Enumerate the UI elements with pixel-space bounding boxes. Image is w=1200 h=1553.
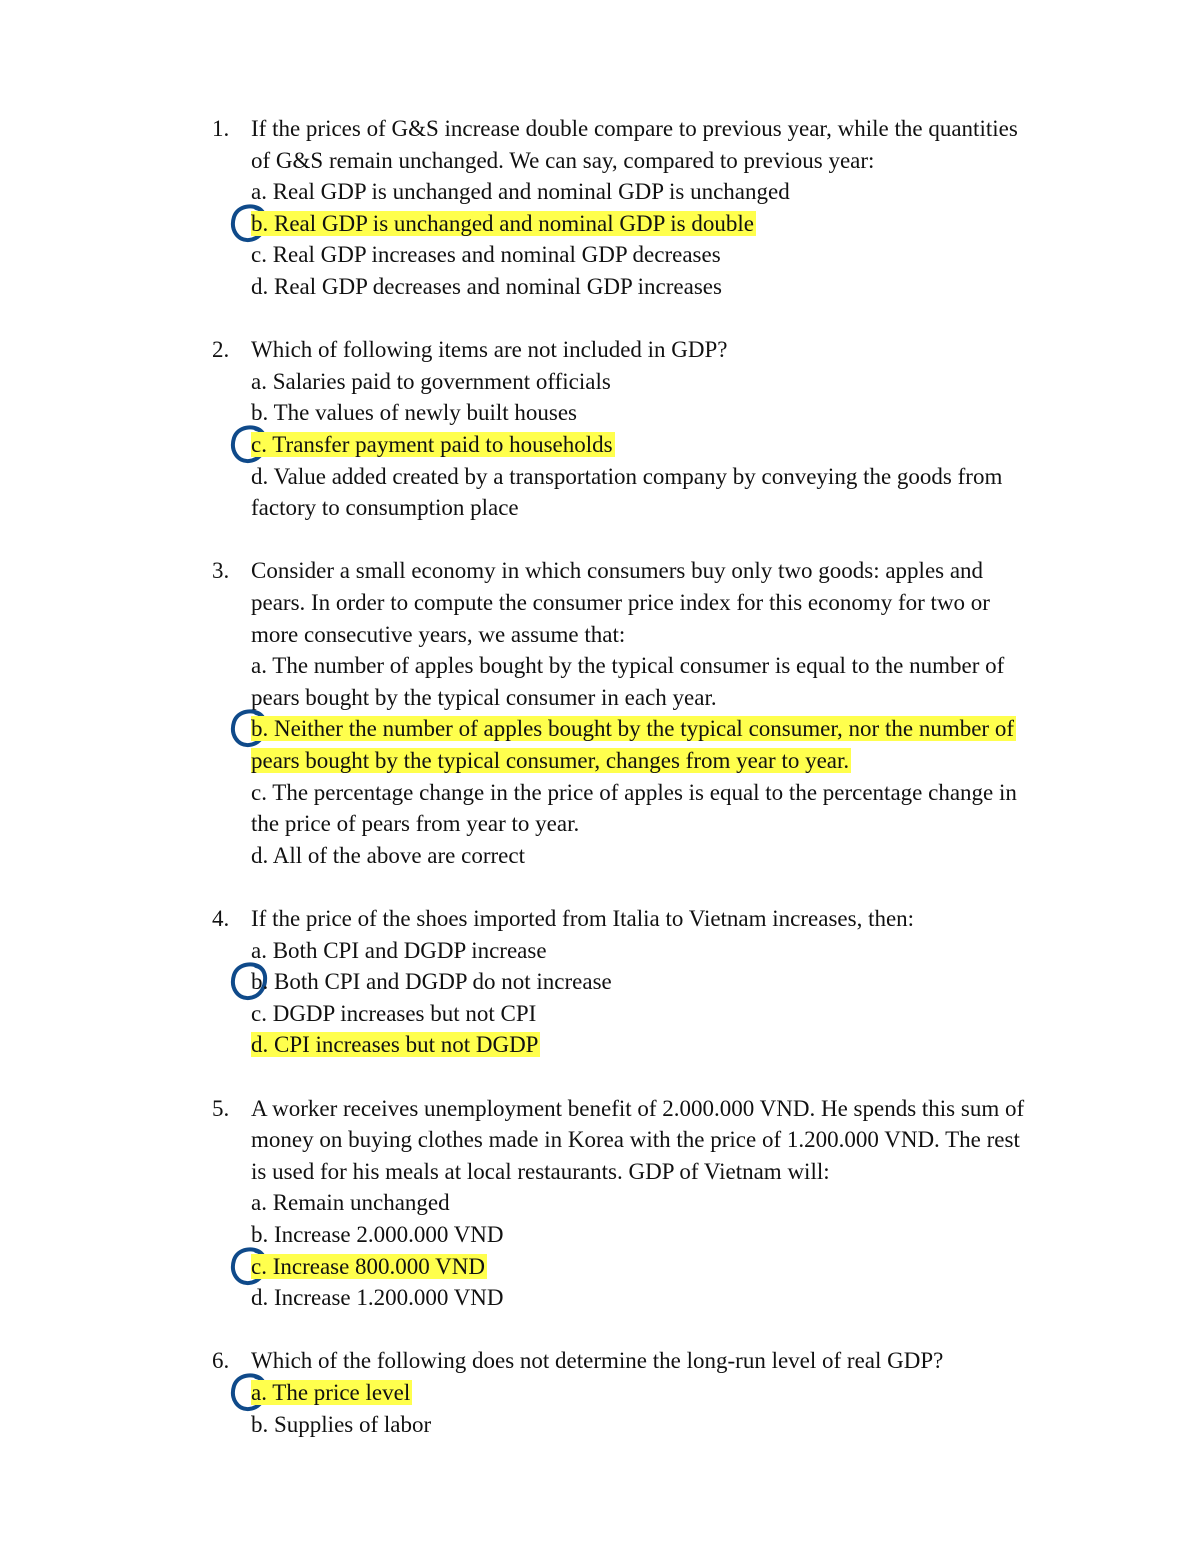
text-line: a. Remain unchanged — [251, 1190, 450, 1216]
text-line: money on buying clothes made in Korea with the price of 1.200.000 VND. The rest — [251, 1127, 1020, 1153]
text-line: A worker receives unemployment benefit of 2.000.000 VND. He spends this sum of — [251, 1095, 1025, 1121]
text-line: more consecutive years, we assume that: — [251, 621, 626, 647]
text-line: a. The number of apples bought by the typical consumer is equal to the number of — [251, 653, 1005, 679]
highlighted-answer-line — [251, 745, 851, 776]
highlighted-answer-line — [251, 429, 615, 460]
text-line: b. The values of newly built houses — [251, 400, 577, 426]
text-line: pears. In order to compute the consumer price index for this economy for two or — [251, 590, 990, 615]
question-number: 4. — [212, 906, 230, 931]
text-line: c. DGDP increases but not CPI — [251, 1000, 537, 1026]
highlight-mark: b. Real GDP is unchanged and nominal GDP is double — [251, 210, 754, 236]
question-number: 2. — [212, 337, 230, 363]
highlighted-answer-line — [251, 1029, 540, 1060]
highlighted-answer-line — [251, 1251, 487, 1282]
highlight-mark: c. Increase 800.000 VND — [251, 1253, 485, 1279]
text-line: If the price of the shoes imported from Italia to Vietnam increases, then: — [251, 906, 915, 931]
text-line: c. The percentage change in the price of apples is equal to the percentage change in — [251, 779, 1017, 805]
text-line: a. Salaries paid to government officials — [251, 368, 611, 394]
question-number: 6. — [212, 1348, 230, 1374]
text-line: factory to consumption place — [251, 495, 519, 521]
highlight-mark: b. Neither the number of apples bought by the typical consumer, nor the number of — [251, 716, 1014, 742]
text-line: d. All of the above are correct — [251, 842, 525, 868]
text-line: the price of pears from year to year. — [251, 811, 580, 837]
question-number: 1. — [212, 116, 230, 141]
question-number: 3. — [212, 558, 230, 584]
highlight-mark: pears bought by the typical consumer, changes from year to year. — [251, 748, 850, 773]
text-line: a. Real GDP is unchanged and nominal GDP is unchanged — [251, 179, 790, 205]
question-number: 5. — [212, 1095, 230, 1121]
text-line: pears bought by the typical consumer in each year. — [251, 684, 717, 710]
text-line: a. Both CPI and DGDP increase — [251, 937, 547, 963]
text-line: Which of the following does not determine the long-run level of real GDP? — [251, 1348, 944, 1374]
text-line: d. Real GDP decreases and nominal GDP increases — [251, 274, 722, 299]
text-line: c. Real GDP increases and nominal GDP decreases — [251, 242, 721, 268]
text-line: Consider a small economy in which consumers buy only two goods: apples and — [251, 558, 984, 584]
text-line: is used for his meals at local restaurants. GDP of Vietnam will: — [251, 1158, 830, 1184]
highlighted-answer-line — [251, 208, 756, 239]
text-line: d. Value added created by a transportation company by conveying the goods from — [251, 463, 1003, 489]
text-line: b. Increase 2.000.000 VND — [251, 1222, 504, 1247]
text-line: of G&S remain unchanged. We can say, compared to previous year: — [251, 147, 875, 173]
text-line: b. Supplies of labor — [251, 1411, 432, 1437]
text-line: d. Increase 1.200.000 VND — [251, 1285, 504, 1311]
highlighted-answer-line — [251, 1377, 412, 1408]
highlight-mark: a. The price level — [251, 1380, 411, 1405]
text-line: Which of following items are not included in GDP? — [251, 337, 728, 363]
text-line: b. Both CPI and DGDP do not increase — [251, 969, 612, 995]
highlighted-answer-line — [251, 713, 1016, 744]
text-line: If the prices of G&S increase double compare to previous year, while the quantities — [251, 116, 1018, 141]
highlight-mark: d. CPI increases but not DGDP — [251, 1032, 539, 1058]
highlight-mark: c. Transfer payment paid to households — [251, 432, 613, 457]
